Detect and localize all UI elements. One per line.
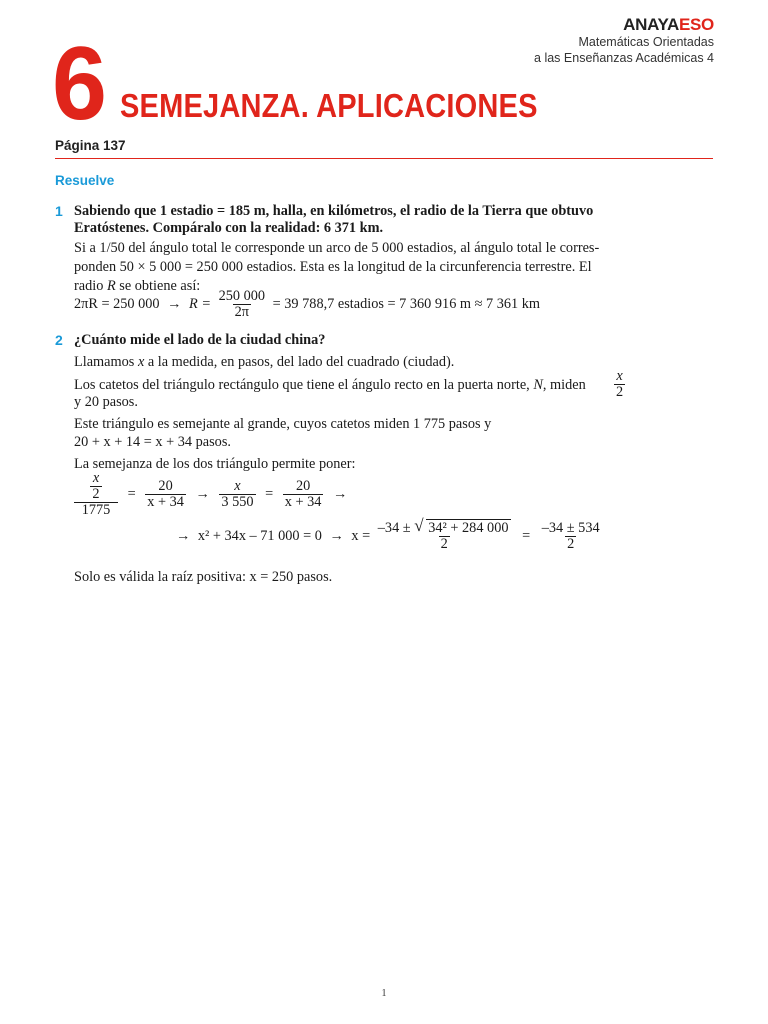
body-text: y 20 pasos.	[74, 394, 138, 410]
body-text: La semejanza de los dos triángulo permite poner:	[74, 456, 356, 472]
body-text: 20 + x + 14 = x + 34 pasos.	[74, 434, 231, 450]
chapter-number: 6	[52, 26, 107, 142]
body-text: radio R se obtiene así:	[74, 278, 201, 294]
section-title: Resuelve	[55, 173, 115, 188]
exercise-number: 2	[55, 332, 63, 348]
body-text: Los catetos del triángulo rectángulo que tiene el ángulo recto en la puerta norte, N, miden	[74, 377, 586, 393]
exercise-statement: ¿Cuánto mide el lado de la ciudad china?	[74, 332, 326, 348]
exercise-number: 1	[55, 203, 63, 219]
body-text: Llamamos x a la medida, en pasos, del lado del cuadrado (ciudad).	[74, 354, 455, 370]
publisher-logo: ANAYAESO	[623, 15, 714, 34]
body-text: Solo es válida la raíz positiva: x = 250 pasos.	[74, 569, 333, 585]
exercise-statement: Eratóstenes. Compáralo con la realidad: 6 371 km.	[74, 220, 384, 236]
page-label: Página 137	[55, 138, 126, 153]
quadratic-equation: → x² + 34x – 71 000 = 0 → x = –34 ± √ 34² + 284 000 2 = $\frac{-34 \pm 534}{2}$	[176, 516, 600, 552]
fraction: $\frac{250 000}{2\pi}$	[218, 288, 266, 320]
book-title-line2: a las Enseñanzas Académicas 4	[534, 51, 714, 65]
body-text: Este triángulo es semejante al grande, cuyos catetos miden 1 775 pasos y	[74, 416, 492, 432]
chapter-title: SEMEJANZA. APLICACIONES	[120, 87, 538, 124]
page-number: 1	[381, 988, 387, 999]
radius-equation: 2πR = 250 000 → R = $\frac{250 000}{2\pi}$ = 39 788,7 estadios = 7 360 916 m ≈ 7 361 km	[74, 288, 541, 320]
sqrt-symbol: √ 34² + 284 000	[414, 516, 509, 536]
quadratic-formula-fraction: –34 ± √ 34² + 284 000 2	[377, 516, 509, 552]
compound-fraction: $\frac{\frac{x}{2}}{1775}$	[74, 471, 118, 518]
book-title-line1: Matemáticas Orientadas	[578, 35, 714, 49]
brand-block	[534, 16, 714, 66]
header-divider	[55, 158, 713, 159]
fraction: $\frac{x}{2}$	[616, 368, 624, 400]
exercise-statement: Sabiendo que 1 estadio = 185 m, halla, en kilómetros, el radio de la Tierra que obtuvo	[74, 203, 594, 219]
similarity-equation: $\frac{\frac{x}{2}}{1775}$ = $\frac{20}{x + 34}$ → $\frac{x}{3 550}$ = $\frac{20}{x + 34}$ →	[72, 471, 351, 518]
body-text: ponden 50 × 5 000 = 250 000 estadios. Esta es la longitud de la circunferencia terrestre. El	[74, 259, 592, 275]
body-text: Si a 1/50 del ángulo total le corresponde un arco de 5 000 estadios, al ángulo total le corres-	[74, 240, 600, 256]
